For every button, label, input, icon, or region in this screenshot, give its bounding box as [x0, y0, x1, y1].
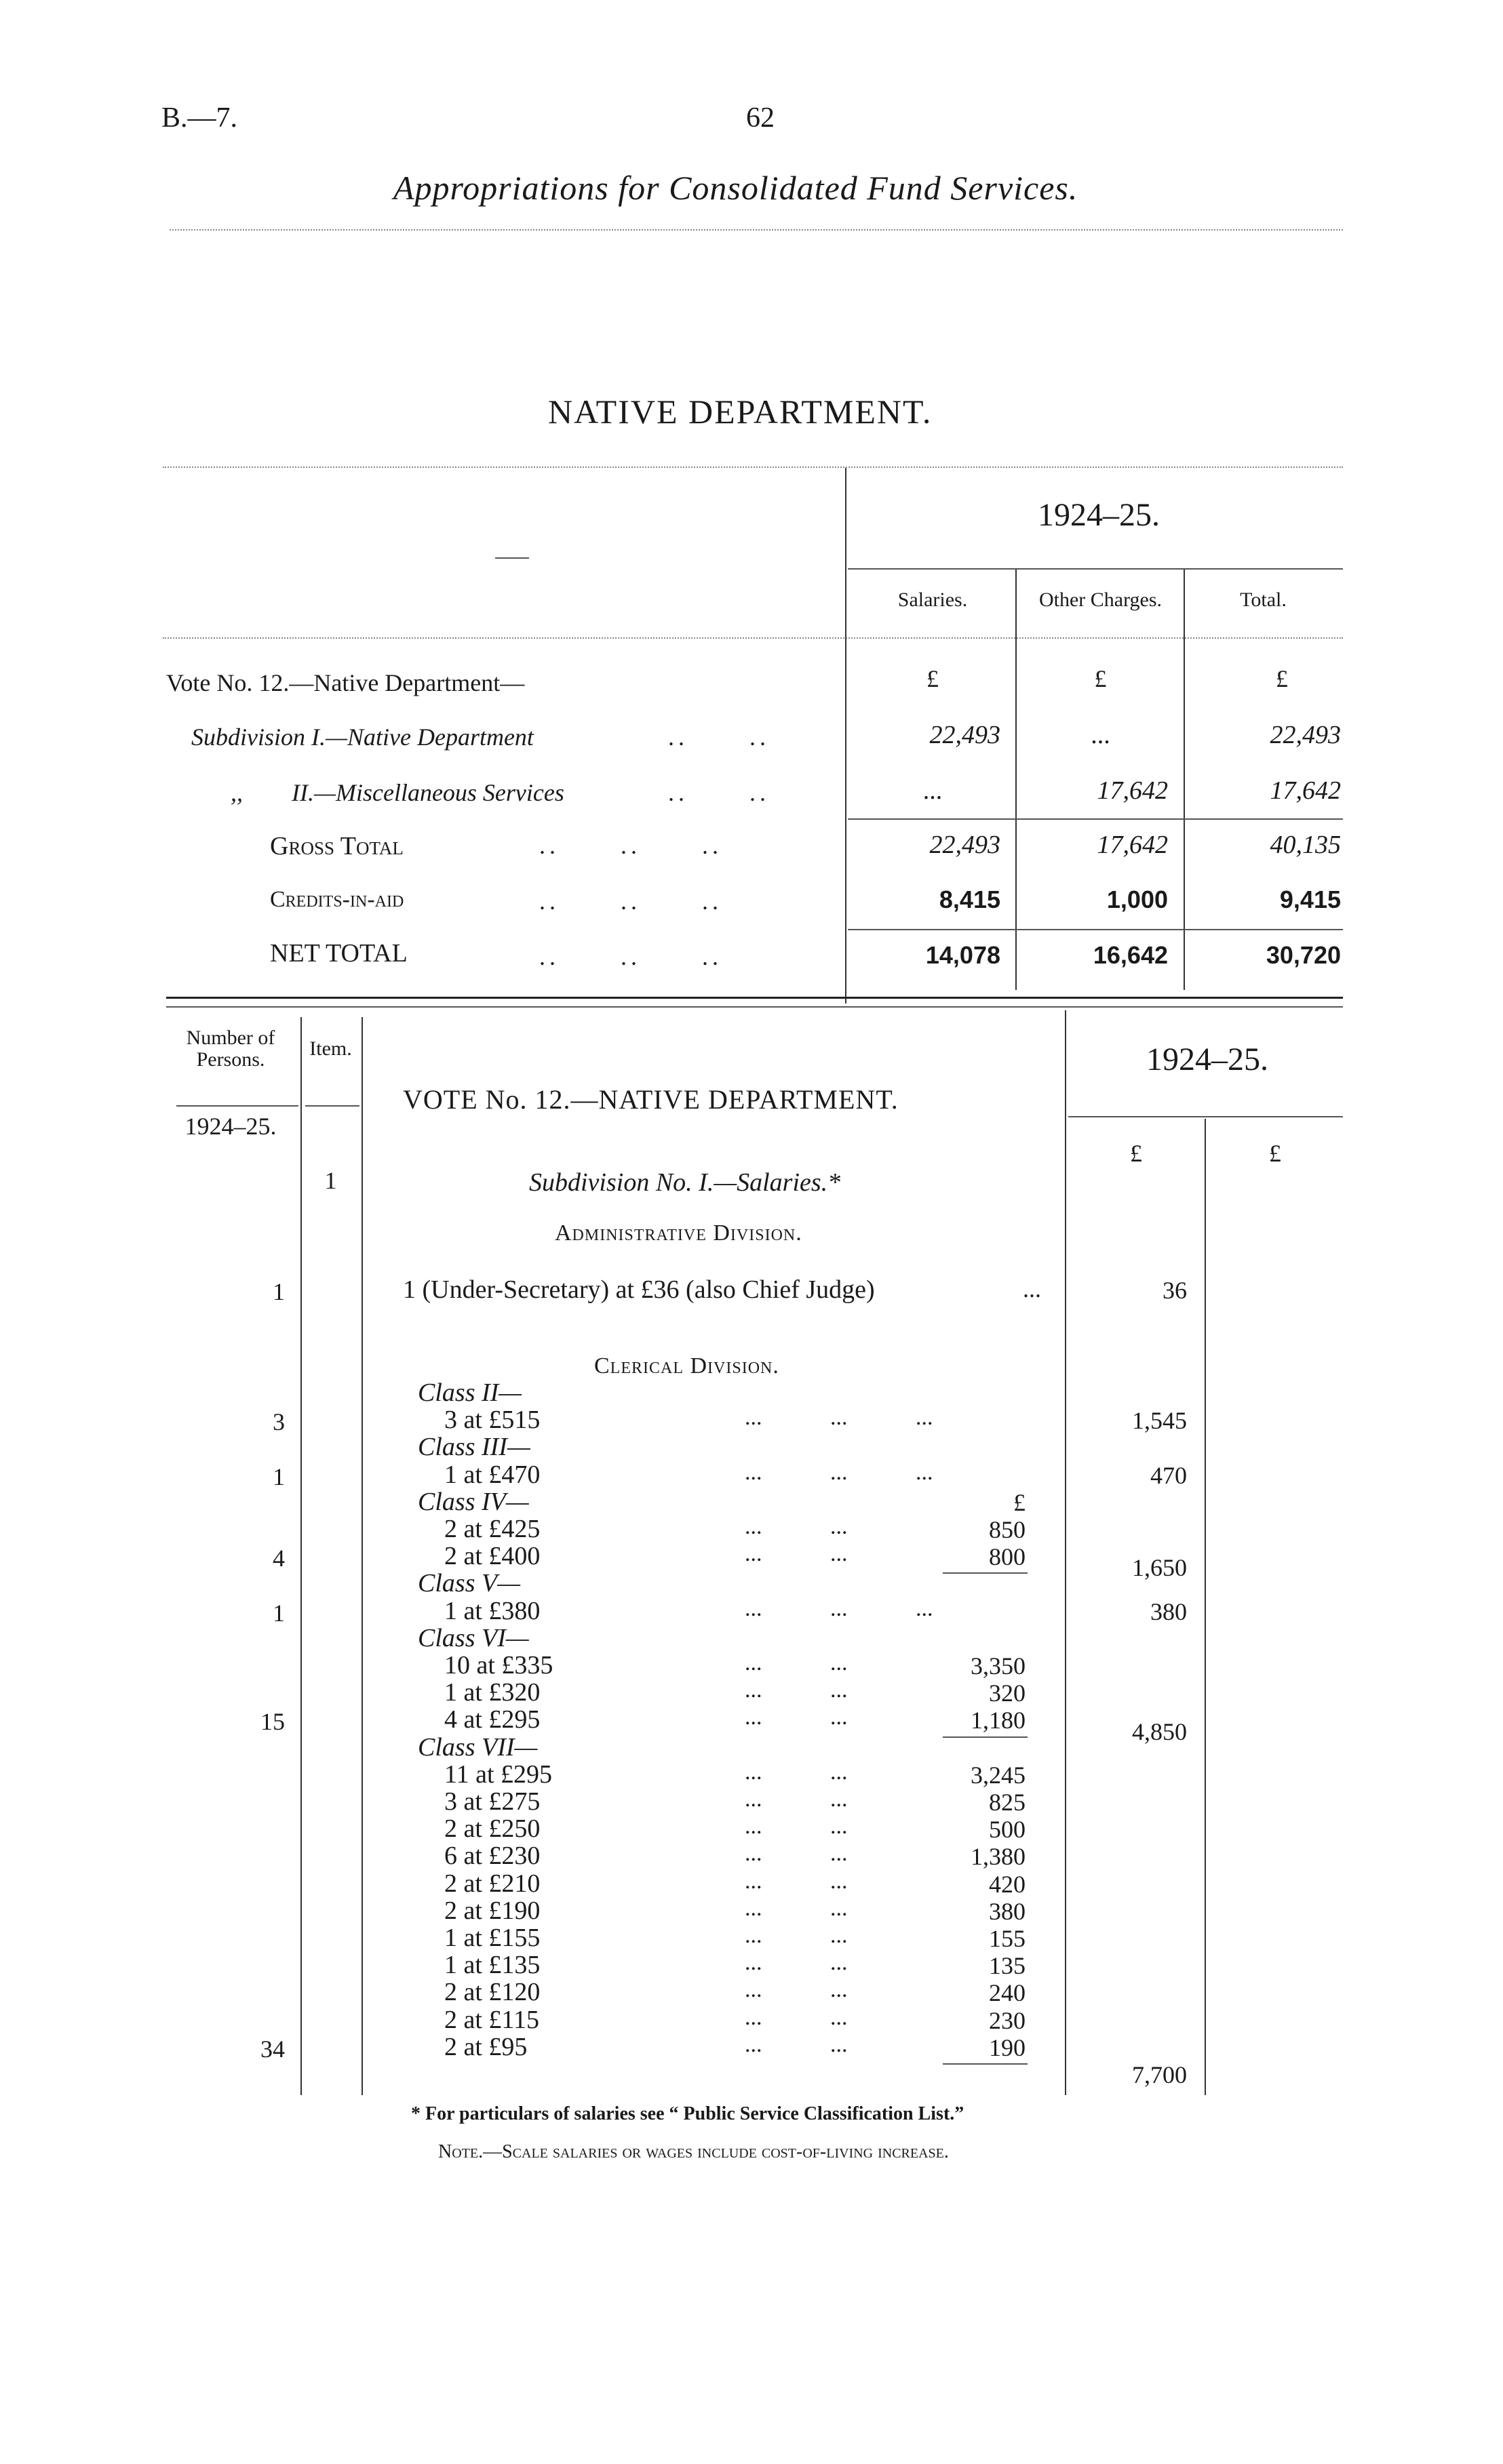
- leader-dots: ...: [1023, 1275, 1041, 1303]
- subtotal-amount: 320: [989, 1680, 1026, 1707]
- admin-line-text: 1 (Under-Secretary) at £36 (also Chief Judge): [403, 1275, 875, 1304]
- note: Note.—Scale salaries or wages include cost-of-living increase.: [438, 2141, 949, 2162]
- subdivision-title: Subdivision No. I.—Salaries.*: [529, 1168, 841, 1197]
- leader-dots: ... ...: [745, 1895, 848, 1921]
- summary-row-label: ,, II.—Miscellaneous Services: [231, 779, 564, 806]
- subtotal-amount: 240: [989, 1979, 1026, 2007]
- class-entry-text: 2 at £95: [444, 2032, 528, 2061]
- persons-count: 15: [260, 1708, 285, 1736]
- subtotal-rule: [943, 1736, 1028, 1738]
- summary-cell: 22,493: [929, 721, 1000, 749]
- class-entry-text: 10 at £335: [444, 1651, 553, 1680]
- class-entry-text: 2 at £210: [444, 1869, 541, 1898]
- subtotal-amount: 825: [989, 1789, 1026, 1816]
- class-entry-text: 1 at £380: [444, 1596, 541, 1625]
- class-entry-text: 1 at £135: [444, 1951, 541, 1980]
- leader-dots: ... ...: [745, 1541, 848, 1567]
- class-entry-text: 1 at £155: [444, 1924, 541, 1952]
- summary-cell: 17,642: [1097, 776, 1168, 805]
- leader-dots: .. ..: [668, 723, 770, 751]
- summary-currency: £: [1276, 665, 1288, 692]
- leader-dots: ... ...: [745, 1705, 848, 1730]
- persons-count: 34: [260, 2035, 285, 2063]
- summary-row-label: Gross Total: [270, 832, 404, 860]
- vote-label: Vote No. 12.—Native Department—: [166, 669, 525, 696]
- subtotal-amount: 1,380: [971, 1843, 1026, 1871]
- vote-title: VOTE No. 12.—NATIVE DEPARTMENT.: [403, 1084, 899, 1115]
- col-salaries-header: Salaries.: [897, 589, 968, 611]
- summary-cell: 8,415: [939, 886, 1000, 913]
- class-entry-text: 2 at £425: [444, 1515, 541, 1543]
- leader-dots: ... ... ...: [745, 1595, 933, 1621]
- admin-persons: 1: [273, 1278, 285, 1305]
- summary-cell: 17,642: [1097, 831, 1168, 859]
- summary-row-label: NET TOTAL: [270, 939, 408, 968]
- class-label: Class II—: [418, 1378, 522, 1407]
- subtotal-amount: 155: [989, 1925, 1026, 1952]
- summary-cell: ...: [922, 776, 943, 805]
- summary-cell: ...: [1091, 721, 1110, 749]
- class-entry-text: 1 at £470: [444, 1460, 541, 1489]
- persons-year: 1924–25.: [184, 1113, 277, 1140]
- persons-count: 1: [273, 1599, 285, 1627]
- admin-division-heading: Administrative Division.: [555, 1220, 802, 1246]
- subtotal-amount: 850: [989, 1516, 1026, 1543]
- page-number: 62: [746, 102, 775, 134]
- leader-dots: ... ...: [745, 1514, 848, 1539]
- clerical-division-heading: Clerical Division.: [594, 1353, 779, 1378]
- department-title: NATIVE DEPARTMENT.: [548, 393, 933, 431]
- item-number: 1: [324, 1167, 337, 1194]
- amount-col-divider: [1065, 1010, 1066, 2095]
- leader-dots: ... ...: [745, 1923, 848, 1948]
- leader-dots: ... ...: [745, 1977, 848, 2003]
- class-entry-text: 2 at £250: [444, 1814, 541, 1844]
- class-entry-text: 2 at £115: [444, 2005, 540, 2034]
- persons-count: 3: [273, 1408, 285, 1436]
- detail-currency: £: [1130, 1140, 1142, 1167]
- subtotal-amount: 135: [989, 1952, 1026, 1980]
- class-label: Class V—: [418, 1569, 520, 1598]
- leader-dots: ... ...: [745, 1759, 848, 1785]
- leader-dots: .. .. ..: [539, 832, 722, 859]
- summary-row-label: Subdivision I.—Native Department: [191, 723, 534, 751]
- col-other-header: Other Charges.: [1038, 589, 1163, 611]
- detail-year: 1924–25.: [1146, 1041, 1268, 1077]
- class-entry-text: 2 at £190: [444, 1896, 541, 1925]
- persons-count: 1: [273, 1463, 285, 1490]
- subtotal-amount: 800: [989, 1543, 1026, 1571]
- subtotal-rule: [943, 2063, 1028, 2065]
- summary-cell: 17,642: [1270, 776, 1341, 805]
- item-header-rule: [305, 1105, 359, 1107]
- class-label: Class IV—: [418, 1487, 529, 1516]
- persons-header-rule: [176, 1105, 298, 1107]
- summary-cell: 16,642: [1093, 941, 1168, 969]
- leader-dots: ... ... ...: [745, 1459, 933, 1485]
- leader-dots: ... ...: [745, 1868, 848, 1894]
- class-total: 7,700: [1132, 2061, 1187, 2088]
- subtotal-rule: [943, 1572, 1028, 1574]
- persons-count: 4: [273, 1545, 285, 1572]
- summary-cell: 30,720: [1266, 941, 1341, 969]
- leader-dots: ... ... ...: [745, 1405, 933, 1431]
- col-persons-header: Number of Persons.: [186, 1027, 275, 1071]
- summary-currency: £: [1094, 665, 1107, 692]
- detail-currency: £: [1269, 1140, 1281, 1167]
- subtotal-amount: 500: [989, 1816, 1026, 1844]
- detail-top-rule: [166, 1006, 1343, 1008]
- summary-cell: 22,493: [1270, 721, 1341, 749]
- footnote: * For particulars of salaries see “ Public Service Classification List.”: [411, 2103, 964, 2124]
- leader-dots: ... ...: [745, 2004, 848, 2030]
- summary-cell: 22,493: [929, 831, 1000, 859]
- class-entry-text: 2 at £120: [444, 1978, 541, 2007]
- leader-dots: ... ...: [745, 1677, 848, 1703]
- class-total: 1,545: [1132, 1407, 1187, 1435]
- subtotal-amount: 420: [989, 1870, 1026, 1898]
- class-entry-text: 4 at £295: [444, 1705, 541, 1734]
- class-entry-text: 3 at £275: [444, 1787, 541, 1816]
- class-entry-text: 2 at £400: [444, 1542, 541, 1571]
- page-code: B.—7.: [161, 102, 238, 134]
- detail-year-rule: [1068, 1116, 1343, 1117]
- page-title: Appropriations for Consolidated Fund Services.: [393, 169, 1078, 207]
- subtotal-currency: £: [1013, 1488, 1026, 1516]
- item-col-divider: [362, 1017, 363, 2095]
- class-total: 470: [1150, 1461, 1187, 1489]
- summary-cell: 14,078: [925, 941, 1000, 969]
- leader-dots: ... ...: [745, 1814, 848, 1840]
- class-label: Class VII—: [418, 1732, 538, 1762]
- class-entry-text: 11 at £295: [444, 1760, 553, 1789]
- leader-dots: ... ...: [745, 1787, 848, 1812]
- subtotal-amount: 3,245: [971, 1761, 1026, 1789]
- summary-cell: 1,000: [1106, 886, 1168, 913]
- subtotal-amount: 190: [989, 2033, 1026, 2061]
- leader-dots: ... ...: [745, 1650, 848, 1675]
- leader-dots: .. .. ..: [539, 888, 722, 915]
- subtotal-amount: 230: [989, 2006, 1026, 2034]
- subtotal-amount: 380: [989, 1897, 1026, 1925]
- class-label: Class VI—: [418, 1623, 529, 1652]
- class-total: 1,650: [1132, 1554, 1187, 1582]
- summary-cell: 9,415: [1279, 886, 1341, 913]
- leader-dots: .. ..: [668, 779, 770, 806]
- summary-year: 1924–25.: [1038, 497, 1160, 533]
- summary-cell: 40,135: [1270, 831, 1341, 859]
- leader-dots: ... ...: [745, 1950, 848, 1976]
- class-total: 4,850: [1132, 1717, 1187, 1745]
- class-entry-text: 3 at £515: [444, 1406, 541, 1435]
- class-entry-text: 6 at £230: [444, 1842, 541, 1871]
- class-total: 380: [1150, 1597, 1187, 1625]
- admin-amount: 36: [1163, 1277, 1187, 1304]
- leader-dots: ... ...: [745, 1841, 848, 1867]
- subtotal-amount: 3,350: [971, 1652, 1026, 1680]
- col-item-header: Item.: [309, 1037, 352, 1060]
- class-label: Class III—: [418, 1433, 530, 1462]
- subtotal-amount: 1,180: [971, 1707, 1026, 1734]
- leader-dots: .. .. ..: [539, 943, 722, 970]
- summary-currency: £: [926, 665, 939, 692]
- class-entry-text: 1 at £320: [444, 1678, 541, 1707]
- col-total-header: Total.: [1240, 589, 1287, 611]
- summary-row-label: Credits-in-aid: [270, 887, 404, 912]
- leader-dots: ... ...: [745, 2031, 848, 2057]
- amount-col-divider: [1205, 1119, 1206, 2095]
